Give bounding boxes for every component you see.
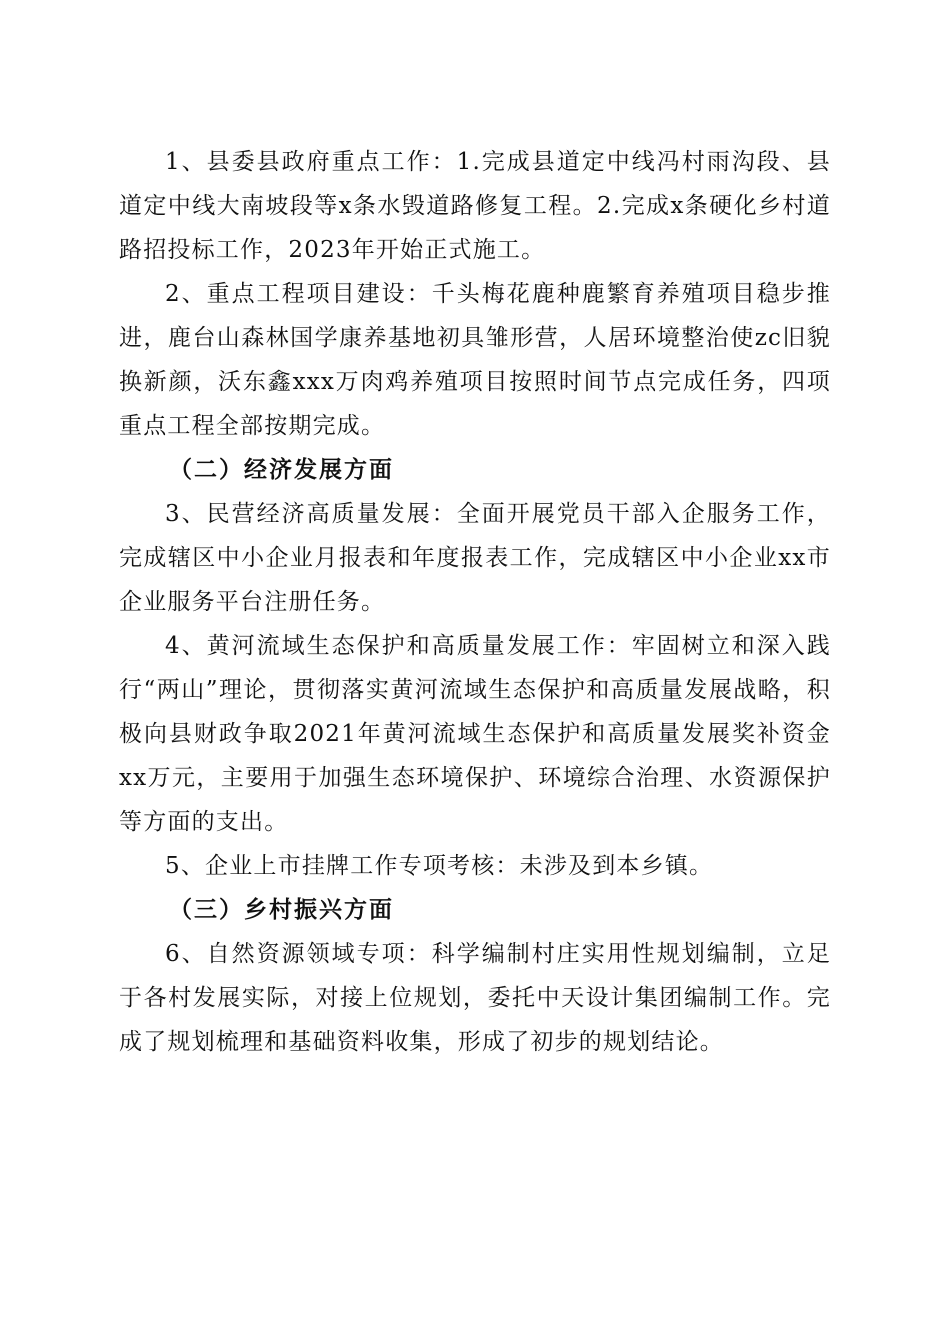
section-heading-rural-revitalization: （三）乡村振兴方面 (169, 896, 394, 923)
paragraph-private-economy: 3、民营经济高质量发展：全面开展党员干部入企服务工作，完成辖区中小企业月报表和年度报表工作，完成辖区中小企业xx市企业服务平台注册任务。 (119, 501, 831, 615)
paragraph-yellow-river: 4、黄河流域生态保护和高质量发展工作：牢固树立和深入践行“两山”理论，贯彻落实黄河流域生态保护和高质量发展战略，积极向县财政争取2021年黄河流域生态保护和高质量发展奖补资金xx万元，主要用于加强生态环境保护、环境综合治理、水资源保护等方面的支出。 (119, 633, 831, 835)
paragraph-county-key-work: 1、县委县政府重点工作：1.完成县道定中线冯村雨沟段、县道定中线大南坡段等x条水毁道路修复工程。2.完成x条硬化乡村道路招投标工作，2023年开始正式施工。 (119, 149, 831, 263)
paragraph-natural-resources: 6、自然资源领域专项：科学编制村庄实用性规划编制，立足于各村发展实际，对接上位规划，委托中天设计集团编制工作。完成了规划梳理和基础资料收集，形成了初步的规划结论。 (119, 941, 831, 1055)
document-body (119, 140, 831, 1064)
section-heading-economy: （二）经济发展方面 (169, 456, 394, 483)
paragraph-key-projects: 2、重点工程项目建设：千头梅花鹿种鹿繁育养殖项目稳步推进，鹿台山森林国学康养基地初具雏形营，人居环境整治使zc旧貌换新颜，沃东鑫xxx万肉鸡养殖项目按照时间节点完成任务，四项重点工程全部按期完成。 (119, 281, 831, 439)
paragraph-listing-assessment: 5、企业上市挂牌工作专项考核：未涉及到本乡镇。 (165, 853, 714, 879)
